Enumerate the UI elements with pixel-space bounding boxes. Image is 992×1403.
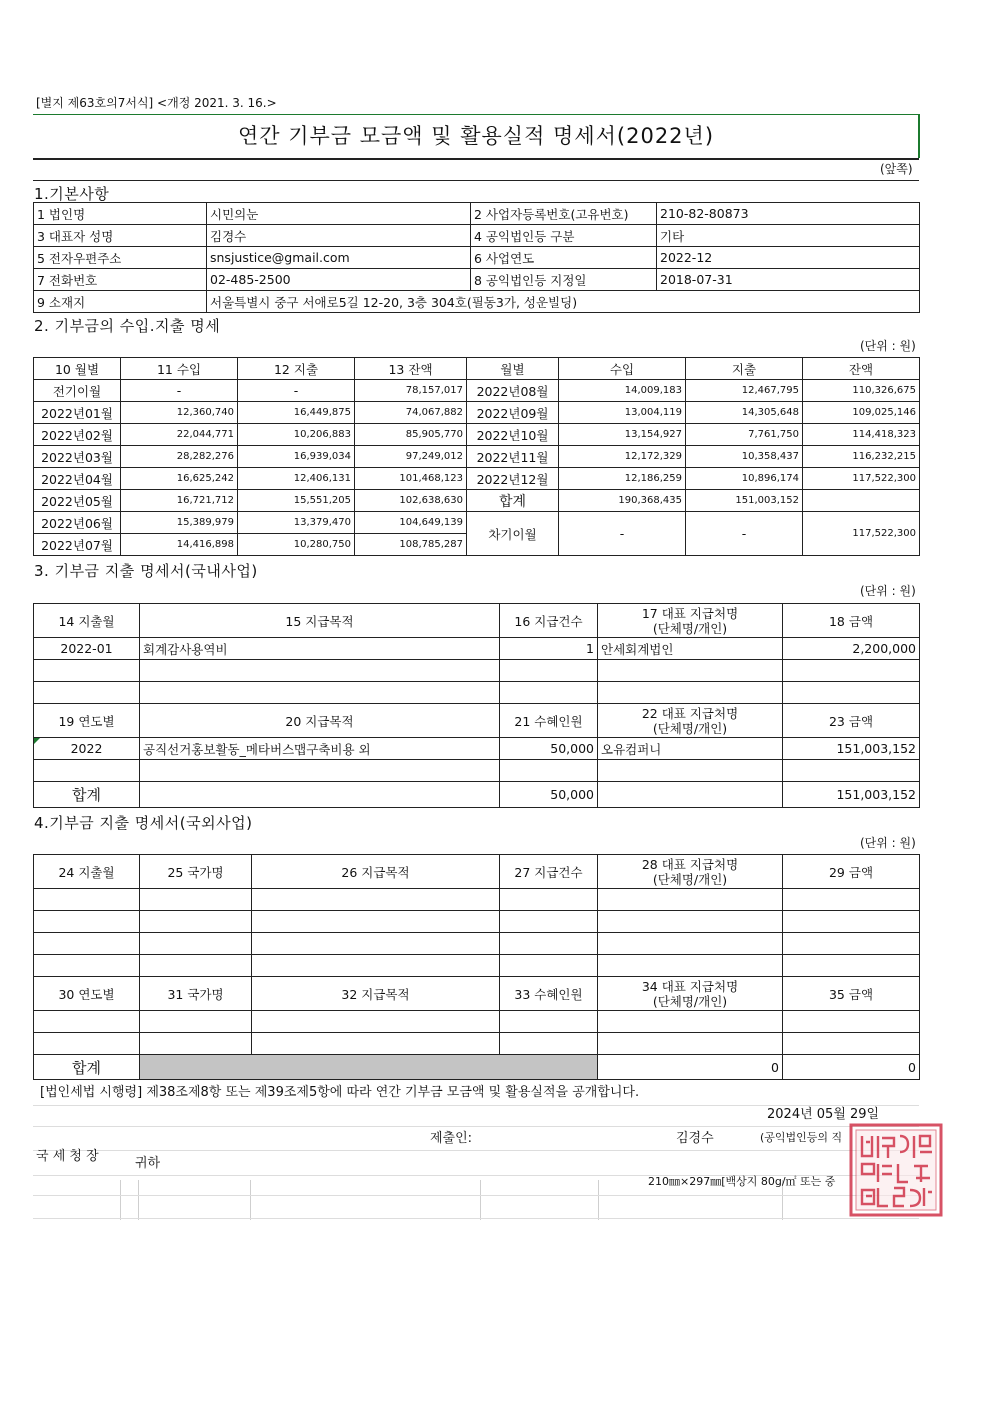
total-row (34, 782, 920, 808)
cell: 13,004,119 (559, 402, 686, 424)
cell: 97,249,012 (355, 446, 467, 468)
cell: 50,000 (500, 738, 598, 760)
cell: 12,406,131 (238, 468, 355, 490)
section3-heading: 3. 기부금 지출 명세서(국내사업) (34, 562, 258, 580)
month-cell: 2022년09월 (467, 402, 559, 424)
cell: 16,449,875 (238, 402, 355, 424)
page-side: (앞쪽) (880, 162, 913, 176)
month-cell: 2022년06월 (34, 512, 121, 534)
section1-heading: 1.기본사항 (34, 185, 110, 203)
cell: 151,003,152 (783, 782, 920, 808)
cell: 109,025,146 (803, 402, 920, 424)
month-cell: 2022년01월 (34, 402, 121, 424)
cell: 7,761,750 (686, 424, 803, 446)
comment-marker (34, 738, 40, 744)
cell: 151,003,152 (783, 738, 920, 760)
table-row (34, 424, 920, 446)
col-header: 33 수혜인원 (500, 977, 598, 1011)
cell: 190,368,435 (559, 490, 686, 512)
cell: 22,044,771 (121, 424, 238, 446)
field-label: 9 소재지 (34, 291, 207, 313)
col-header: 21 수혜인원 (500, 704, 598, 738)
cell: - (686, 512, 803, 556)
overseas-expense-table (33, 854, 920, 1080)
honorific: 귀하 (135, 1156, 161, 1171)
field-label: 3 대표자 성명 (34, 225, 207, 247)
field-label: 2 사업자등록번호(고유번호) (471, 203, 657, 225)
table-row (34, 490, 920, 512)
col-header (598, 855, 783, 889)
cell: 10,280,750 (238, 534, 355, 556)
col-header: 11 수입 (121, 358, 238, 380)
form-reference: [별지 제63호의7서식] <개정 2021. 3. 16.> (36, 96, 277, 110)
col-header: 잔액 (803, 358, 920, 380)
col-header: 25 국가명 (140, 855, 252, 889)
col-header: 12 지출 (238, 358, 355, 380)
cell: 15,389,979 (121, 512, 238, 534)
cell: 28,282,276 (121, 446, 238, 468)
cell: 110,326,675 (803, 380, 920, 402)
total-label: 합계 (467, 490, 559, 512)
table-row (34, 446, 920, 468)
info-row (34, 247, 920, 269)
field-value: 210-82-80873 (657, 203, 920, 225)
field-value: snsjustice@gmail.com (207, 247, 471, 269)
cell: 공직선거홍보활동_메타버스맵구축비용 외 (140, 738, 500, 760)
cell: - (121, 380, 238, 402)
income-expense-table (33, 357, 920, 556)
cell: 14,009,183 (559, 380, 686, 402)
col-header: 10 월별 (34, 358, 121, 380)
basic-info-table (33, 202, 920, 313)
col-header: 지출 (686, 358, 803, 380)
month-cell: 2022년05월 (34, 490, 121, 512)
col-header-line: (단체명/개인) (652, 720, 728, 736)
month-cell: 2022년02월 (34, 424, 121, 446)
col-header-line: 22 대표 지급처명 (641, 705, 739, 721)
field-value: 2018-07-31 (657, 269, 920, 291)
col-header-line: (단체명/개인) (652, 620, 728, 636)
month-cell: 2022년03월 (34, 446, 121, 468)
col-header: 27 지급건수 (500, 855, 598, 889)
cell: 15,551,205 (238, 490, 355, 512)
cell: 102,638,630 (355, 490, 467, 512)
col-header: 15 지급목적 (140, 604, 500, 638)
col-header: 35 금액 (783, 977, 920, 1011)
corporate-seal-stamp (848, 1122, 944, 1218)
col-header: 29 금액 (783, 855, 920, 889)
month-cell: 2022년07월 (34, 534, 121, 556)
document-title: 연간 기부금 모금액 및 활용실적 명세서(2022년) (237, 124, 715, 148)
field-label: 5 전자우편주소 (34, 247, 207, 269)
submitter-name: 김경수 (676, 1131, 714, 1146)
col-header (598, 604, 783, 638)
cell: 12,186,259 (559, 468, 686, 490)
legal-notice: [법인세법 시행령] 제38조제8항 또는 제39조제5항에 따라 연간 기부금 모금액 및 활용실적을 공개합니다. (40, 1085, 640, 1100)
cell: 14,416,898 (121, 534, 238, 556)
cell: 13,154,927 (559, 424, 686, 446)
cell: 50,000 (500, 782, 598, 808)
cell: - (238, 380, 355, 402)
field-label: 8 공익법인등 지정일 (471, 269, 657, 291)
col-header-line: 28 대표 지급처명 (641, 856, 739, 872)
month-cell: 2022년11월 (467, 446, 559, 468)
cell (34, 738, 140, 760)
col-header: 30 연도별 (34, 977, 140, 1011)
unit-label-4: (단위 : 원) (860, 836, 916, 850)
carry-label: 차기이월 (467, 512, 559, 556)
col-header: 16 지급건수 (500, 604, 598, 638)
field-value: 기타 (657, 225, 920, 247)
col-header: 20 지급목적 (140, 704, 500, 738)
field-value: 시민의눈 (207, 203, 471, 225)
total-label: 합계 (34, 1055, 140, 1080)
cell: 74,067,882 (355, 402, 467, 424)
cell: 10,358,437 (686, 446, 803, 468)
section4-heading: 4.기부금 지출 명세서(국외사업) (34, 814, 253, 832)
cell: - (559, 512, 686, 556)
cell: 116,232,215 (803, 446, 920, 468)
cell: 16,939,034 (238, 446, 355, 468)
table-row (34, 512, 920, 534)
cell: 12,467,795 (686, 380, 803, 402)
cell: 회계감사용역비 (140, 638, 500, 660)
col-header: 수입 (559, 358, 686, 380)
col-header: 32 지급목적 (252, 977, 500, 1011)
submitter-label: 제출인: (430, 1131, 473, 1146)
paper-spec: 210㎜×297㎜[백상지 80g/㎡ 또는 중 (648, 1175, 836, 1188)
cell: 78,157,017 (355, 380, 467, 402)
field-label: 6 사업연도 (471, 247, 657, 269)
info-row (34, 291, 920, 313)
field-value: 서울특별시 중구 서애로5길 12-20, 3층 304호(필동3가, 성운빌딩) (207, 291, 920, 313)
col-header: 24 지출월 (34, 855, 140, 889)
total-label: 합계 (34, 782, 140, 808)
field-label: 4 공익법인등 구분 (471, 225, 657, 247)
col-header-line: (단체명/개인) (652, 871, 728, 887)
col-header: 18 금액 (783, 604, 920, 638)
cell: 16,721,712 (121, 490, 238, 512)
col-header: 26 지급목적 (252, 855, 500, 889)
unit-label: (단위 : 원) (860, 339, 916, 353)
cell: 117,522,300 (803, 512, 920, 556)
table-row (34, 468, 920, 490)
col-header-line: 34 대표 지급처명 (641, 978, 739, 994)
col-header: 23 금액 (783, 704, 920, 738)
info-row (34, 225, 920, 247)
cell: 0 (598, 1055, 783, 1080)
cell: 85,905,770 (355, 424, 467, 446)
cell: 151,003,152 (686, 490, 803, 512)
cell: 안세회계법인 (598, 638, 783, 660)
cell-text: 2022 (70, 741, 103, 756)
cell: 114,418,323 (803, 424, 920, 446)
submission-date: 2024년 05월 29일 (767, 1107, 880, 1122)
month-cell: 2022년12월 (467, 468, 559, 490)
field-value: 2022-12 (657, 247, 920, 269)
cell: 101,468,123 (355, 468, 467, 490)
cell (803, 490, 920, 512)
seal-note: (공익법인등의 직 (760, 1131, 843, 1144)
col-header-line: 17 대표 지급처명 (641, 605, 739, 621)
col-header-line: (단체명/개인) (652, 993, 728, 1009)
cell: 104,649,139 (355, 512, 467, 534)
cell: 2,200,000 (783, 638, 920, 660)
table-row (34, 638, 920, 660)
col-header: 14 지출월 (34, 604, 140, 638)
cell: 12,360,740 (121, 402, 238, 424)
cell: 10,896,174 (686, 468, 803, 490)
month-cell: 2022년08월 (467, 380, 559, 402)
cell: 16,625,242 (121, 468, 238, 490)
cell: 10,206,883 (238, 424, 355, 446)
cell: 117,522,300 (803, 468, 920, 490)
table-row (34, 738, 920, 760)
col-header (598, 704, 783, 738)
col-header: 31 국가명 (140, 977, 252, 1011)
info-row (34, 203, 920, 225)
month-cell: 2022년10월 (467, 424, 559, 446)
col-header (598, 977, 783, 1011)
field-label: 7 전화번호 (34, 269, 207, 291)
table-row (34, 380, 920, 402)
cell: 2022-01 (34, 638, 140, 660)
field-value: 02-485-2500 (207, 269, 471, 291)
section2-heading: 2. 기부금의 수입.지출 명세 (34, 317, 221, 335)
cell: 108,785,287 (355, 534, 467, 556)
field-label: 1 법인명 (34, 203, 207, 225)
unit-label-3: (단위 : 원) (860, 584, 916, 598)
domestic-expense-table (33, 603, 920, 808)
cell: 1 (500, 638, 598, 660)
cell: 13,379,470 (238, 512, 355, 534)
cell: 12,172,329 (559, 446, 686, 468)
month-cell: 전기이월 (34, 380, 121, 402)
total-row (34, 1055, 920, 1080)
col-header: 월별 (467, 358, 559, 380)
month-cell: 2022년04월 (34, 468, 121, 490)
info-row (34, 269, 920, 291)
addressee: 국 세 청 장 (36, 1149, 99, 1164)
cell: 오유컴퍼니 (598, 738, 783, 760)
col-header: 19 연도별 (34, 704, 140, 738)
cell: 0 (783, 1055, 920, 1080)
col-header: 13 잔액 (355, 358, 467, 380)
cell: 14,305,648 (686, 402, 803, 424)
table-row (34, 402, 920, 424)
field-value: 김경수 (207, 225, 471, 247)
